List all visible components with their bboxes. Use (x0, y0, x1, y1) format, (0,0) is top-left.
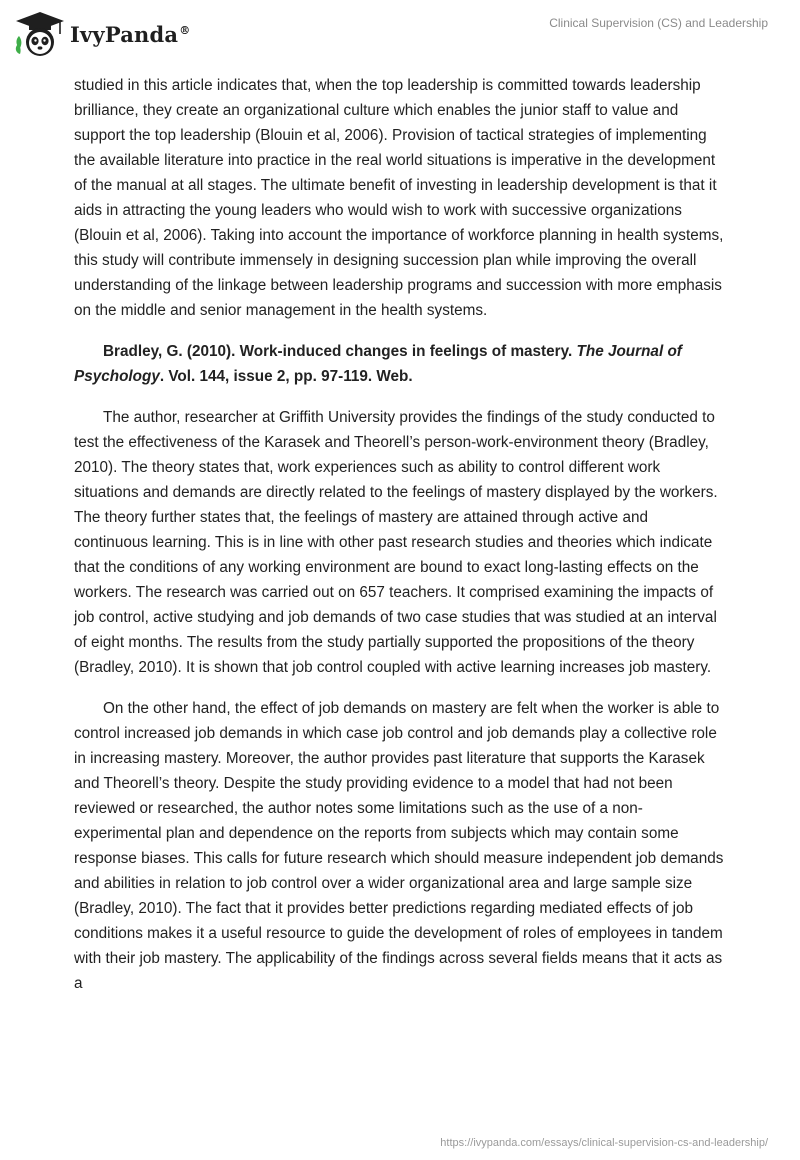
document-body (74, 73, 726, 996)
paragraph-continued: studied in this article indicates that, when the top leadership is committed towards leadership brilliance, they create an organizational culture which enables the junior staff to value and support the top leadership (Blouin et al, 2006). Provision of tactical strategies of implementing the available literature into practice in the real world situations is imperative in the development of the manual at all stages. The ultimate benefit of investing in leadership development is that it aids in attracting the young leaders who would wish to work with successive organizations (Blouin et al, 2006). Taking into account the importance of workforce planning in health systems, this study will contribute immensely in designing succession plan while improving the overall understanding of the linkage between leadership programs and succession with more emphasis on the middle and senior management in the health systems. (74, 77, 724, 319)
brand-name: IvyPanda® (70, 21, 191, 47)
reference-citation (74, 339, 726, 389)
citation-tail: . Vol. 144, issue 2, pp. 97-119. Web. (159, 368, 413, 385)
document-title: Clinical Supervision (CS) and Leadership (549, 16, 768, 30)
panda-graduate-icon (14, 10, 66, 58)
page-header (0, 0, 800, 70)
citation-lead: Bradley, G. (2010). Work-induced changes in feelings of mastery. (103, 343, 577, 360)
paragraph: The author, researcher at Griffith University provides the findings of the study conducted to test the effectiveness of the Karasek and Theorell’s person-work-environment theory (Bradley, 2010). The theory states that, work experiences such as ability to control different work situations and demands are directly related to the feelings of mastery displayed by the workers. The theory further states that, the feelings of mastery are attained through active and continuous learning. This is in line with other past research studies and theories which indicate that the conditions of any working environment are bound to exact long-lasting effects on the workers. The research was carried out on 657 teachers. It comprised examining the impacts of job control, active studying and job demands of two case studies that was studied at an interval of eight months. The results from the study partially supported the propositions of the theory (Bradley, 2010). It is shown that job control coupled with active learning increases job mastery. (74, 409, 718, 676)
brand-logo[interactable] (14, 10, 190, 58)
citation-journal: The Journal of Psychology (74, 343, 682, 385)
source-url[interactable]: https://ivypanda.com/essays/clinical-supervision-cs-and-leadership/ (440, 1137, 768, 1149)
paragraph: On the other hand, the effect of job demands on mastery are felt when the worker is able to control increased job demands in which case job control and job demands play a collective role in increasing mastery. Moreover, the author provides past literature that supports the Karasek and Theorell’s theory. Despite the study providing evidence to a model that had not been reviewed or researched, the author notes some limitations such as the use of a non-experimental plan and dependence on the reports from subjects which may contain some response biases. This calls for future research which should measure independent job demands and abilities in relation to job control over a wider organizational area and large sample size (Bradley, 2010). The fact that it provides better predictions regarding mediated effects of job conditions makes it a useful resource to guide the development of roles of employees in tandem with their job mastery. The applicability of the findings across several fields means that it acts as a (74, 700, 724, 992)
